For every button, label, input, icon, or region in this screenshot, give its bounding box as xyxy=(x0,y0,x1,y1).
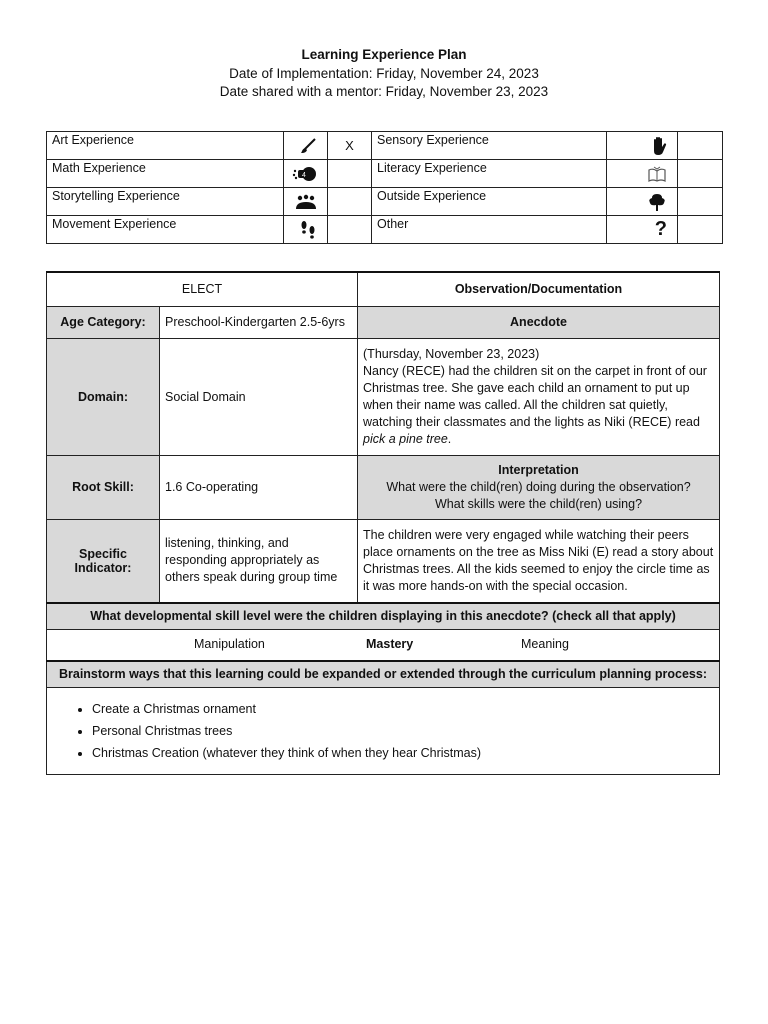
experience-row xyxy=(47,160,723,188)
outside-experience-checkbox[interactable] xyxy=(678,188,723,216)
movement-experience-label: Movement Experience xyxy=(47,216,284,244)
interpretation-cell xyxy=(358,455,720,519)
skill-mastery[interactable]: Mastery xyxy=(366,636,414,651)
interpretation-question-2: What skills were the child(ren) using? xyxy=(435,496,643,511)
domain-value: Social Domain xyxy=(160,338,358,455)
age-category-label: Age Category: xyxy=(47,306,160,338)
root-skill-label: Root Skill: xyxy=(47,455,160,519)
other-experience-checkbox[interactable] xyxy=(678,216,723,244)
skill-level-options xyxy=(47,629,720,661)
brainstorm-list xyxy=(52,698,714,764)
specific-indicator-label: Specific Indicator: xyxy=(47,519,160,603)
art-experience-checkbox[interactable]: X xyxy=(328,132,372,160)
experience-row xyxy=(47,188,723,216)
math-experience-checkbox[interactable] xyxy=(328,160,372,188)
list-item: • Create a Christmas ornament xyxy=(92,698,714,720)
list-item: • Personal Christmas trees xyxy=(92,720,714,742)
storytelling-experience-label: Storytelling Experience xyxy=(47,188,284,216)
book-icon xyxy=(607,160,678,188)
footprints-icon xyxy=(284,216,328,244)
document-title: Learning Experience Plan xyxy=(301,47,467,62)
root-skill-value: 1.6 Co-operating xyxy=(160,455,358,519)
anecdote-book-title: pick a pine tree xyxy=(363,431,448,446)
hand-icon xyxy=(607,132,678,160)
domain-label: Domain: xyxy=(47,338,160,455)
anecdote-body xyxy=(363,363,714,448)
math-experience-label: Math Experience xyxy=(47,160,284,188)
storytelling-experience-checkbox[interactable] xyxy=(328,188,372,216)
skill-meaning[interactable]: Meaning xyxy=(521,636,569,651)
tree-icon xyxy=(607,188,678,216)
skill-manipulation[interactable]: Manipulation xyxy=(194,636,265,651)
question-icon: ? xyxy=(607,216,678,244)
movement-experience-checkbox[interactable] xyxy=(328,216,372,244)
sensory-experience-checkbox[interactable] xyxy=(678,132,723,160)
skill-level-question: What developmental skill level were the children displaying in this anecdote? (check all that apply) xyxy=(47,603,720,629)
age-category-value: Preschool-Kindergarten 2.5-6yrs xyxy=(160,306,358,338)
literacy-experience-label: Literacy Experience xyxy=(372,160,607,188)
brainstorm-header: Brainstorm ways that this learning could be expanded or extended through the curriculum planning process: xyxy=(47,661,720,687)
anecdote-text: Nancy (RECE) had the children sit on the carpet in front of our Christmas tree. She gave each child an ornament to put up when their name was called. All the children sat quietly, watching their classmates and the lights as Niki (RECE) read xyxy=(363,363,707,429)
anecdote-cell xyxy=(358,338,720,455)
plan-table xyxy=(46,271,720,775)
experience-row xyxy=(47,132,723,160)
specific-indicator-value: listening, thinking, and responding appropriately as others speak during group time xyxy=(160,519,358,603)
document-header xyxy=(0,46,768,102)
interpretation-header: Interpretation xyxy=(498,462,579,477)
implementation-date: Date of Implementation: Friday, November 24, 2023 xyxy=(229,65,539,81)
list-item: • Christmas Creation (whatever they think of when they hear Christmas) xyxy=(92,742,714,764)
outside-experience-label: Outside Experience xyxy=(372,188,607,216)
interpretation-question-1: What were the child(ren) doing during the observation? xyxy=(386,479,691,494)
interpretation-text: The children were very engaged while watching their peers place ornaments on the tree as Miss Niki (E) read a story about Christmas trees. All the kids seemed to enjoy the circle time as it was more hands-on with the special occasion. xyxy=(358,519,720,603)
elect-header: ELECT xyxy=(47,272,358,306)
observation-header: Observation/Documentation xyxy=(358,272,720,306)
sensory-experience-label: Sensory Experience xyxy=(372,132,607,160)
art-experience-label: Art Experience xyxy=(47,132,284,160)
svg-text:4: 4 xyxy=(302,171,306,179)
other-experience-label: Other xyxy=(372,216,607,244)
experience-table xyxy=(46,131,723,244)
literacy-experience-checkbox[interactable] xyxy=(678,160,723,188)
anecdote-period: . xyxy=(447,431,452,446)
brainstorm-cell xyxy=(47,687,720,774)
anecdote-date: (Thursday, November 23, 2023) xyxy=(363,346,540,361)
mentor-date: Date shared with a mentor: Friday, November 23, 2023 xyxy=(219,84,549,99)
anecdote-header: Anecdote xyxy=(358,306,720,338)
experience-row xyxy=(47,216,723,244)
abacus-icon xyxy=(284,160,328,188)
paintbrush-icon xyxy=(284,132,328,160)
group-icon xyxy=(284,188,328,216)
